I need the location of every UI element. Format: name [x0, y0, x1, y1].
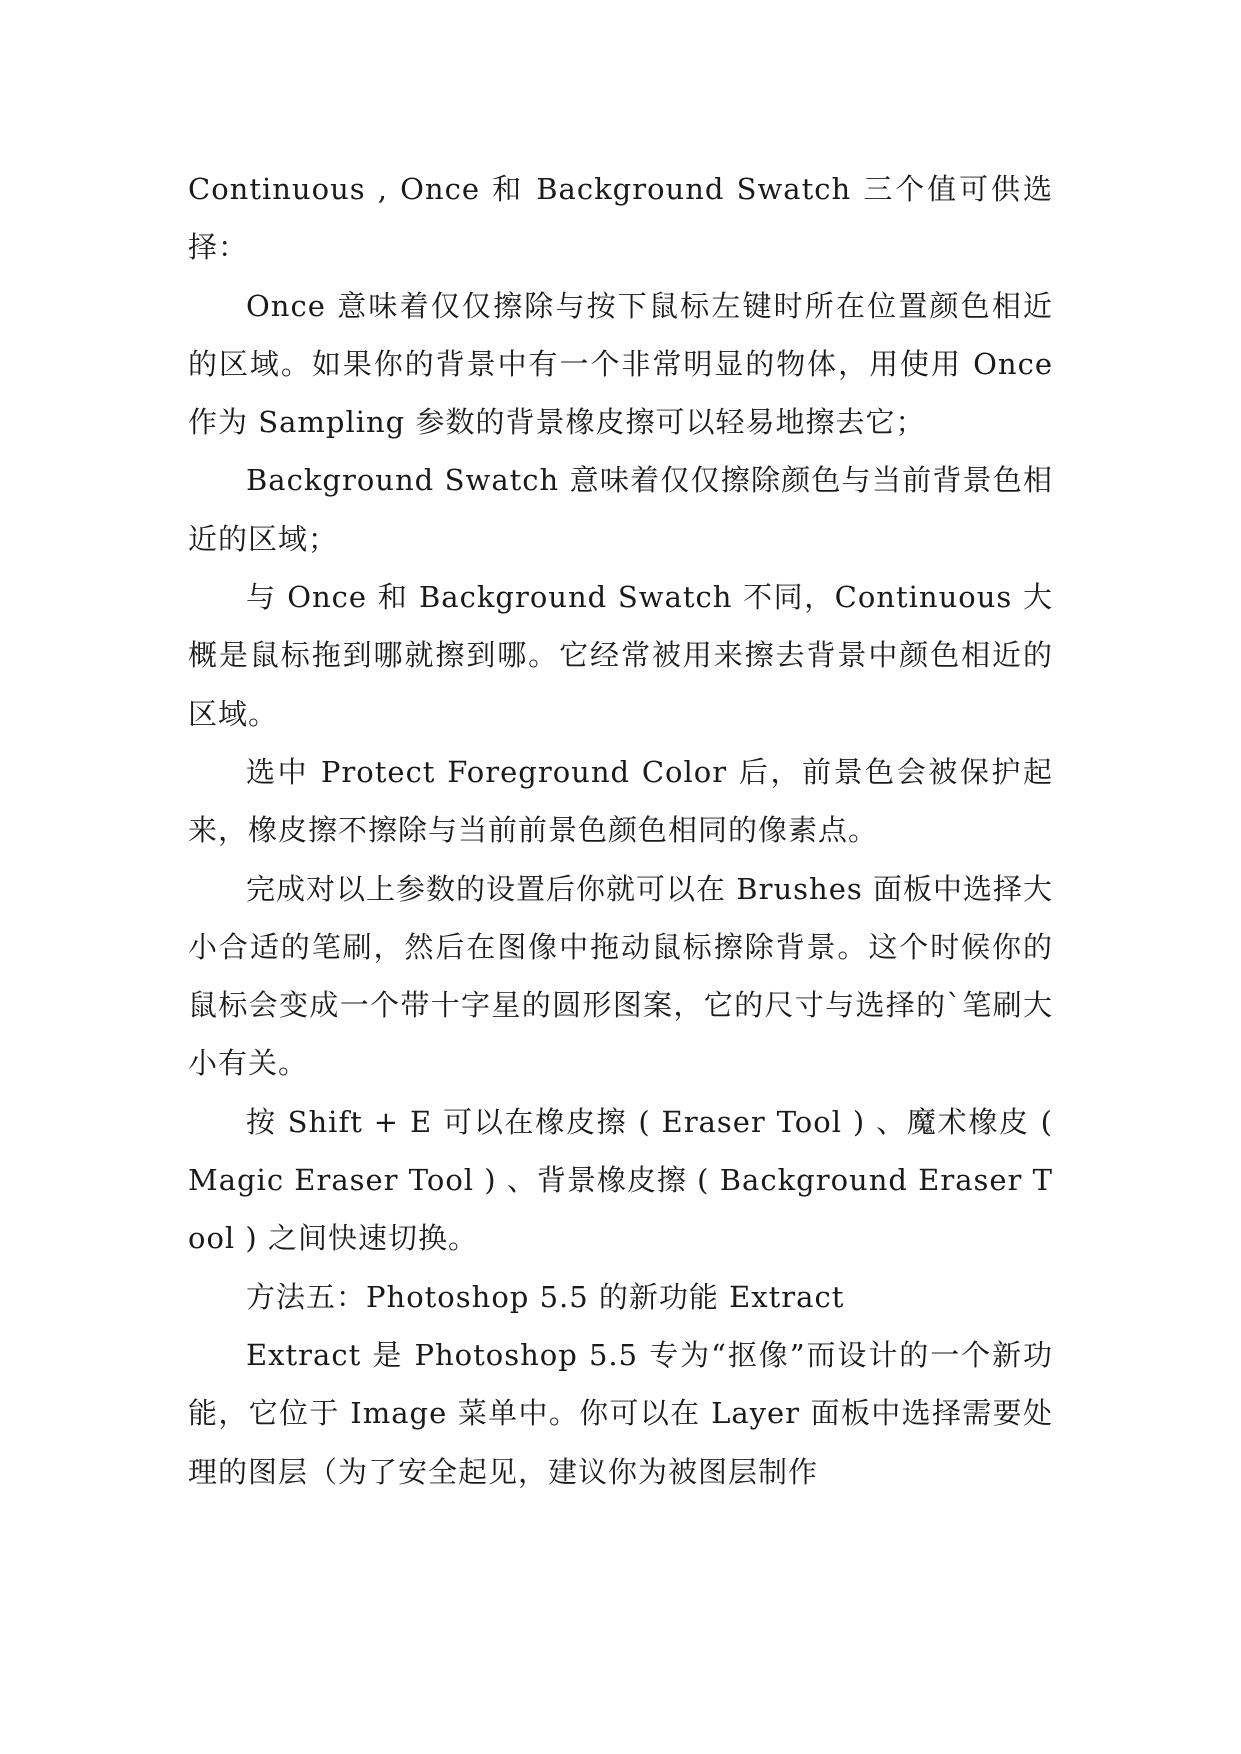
paragraph-extract: Extract 是 Photoshop 5.5 专为“抠像”而设计的一个新功能，它位于 Image 菜单中。你可以在 Layer 面板中选择需要处理的图层（为了安全起见，建议你为被图层制作	[188, 1337, 1053, 1489]
paragraph-sampling-options: Continuous , Once 和 Background Swatch 三个值可供选择：	[188, 172, 1053, 265]
paragraph-method-five-heading: 方法五：Photoshop 5.5 的新功能 Extract	[246, 1279, 845, 1314]
body-text	[188, 160, 1053, 1501]
paragraph-shortcut: 按 Shift + E 可以在橡皮擦 ( Eraser Tool ) 、魔术橡皮 ( Magic Eraser Tool ) 、背景橡皮擦 ( Background Eraser Tool ) 之间快速切换。	[188, 1104, 1053, 1256]
paragraph-once: Once 意味着仅仅擦除与按下鼠标左键时所在位置颜色相近的区域。如果你的背景中有一个非常明显的物体，用使用 Once 作为 Sampling 参数的背景橡皮擦可以轻易地擦去它；	[188, 288, 1053, 440]
paragraph-brushes: 完成对以上参数的设置后你就可以在 Brushes 面板中选择大小合适的笔刷，然后在图像中拖动鼠标擦除背景。这个时候你的鼠标会变成一个带十字星的圆形图案，它的尺寸与选择的`笔刷大小有关。	[188, 871, 1053, 1081]
paragraph-background-swatch: Background Swatch 意味着仅仅擦除颜色与当前背景色相近的区域；	[188, 463, 1053, 556]
paragraph-protect-foreground: 选中 Protect Foreground Color 后，前景色会被保护起来，橡皮擦不擦除与当前前景色颜色相同的像素点。	[188, 754, 1053, 848]
paragraph-continuous: 与 Once 和 Background Swatch 不同，Continuous 大概是鼠标拖到哪就擦到哪。它经常被用来擦去背景中颜色相近的区域。	[188, 580, 1053, 731]
